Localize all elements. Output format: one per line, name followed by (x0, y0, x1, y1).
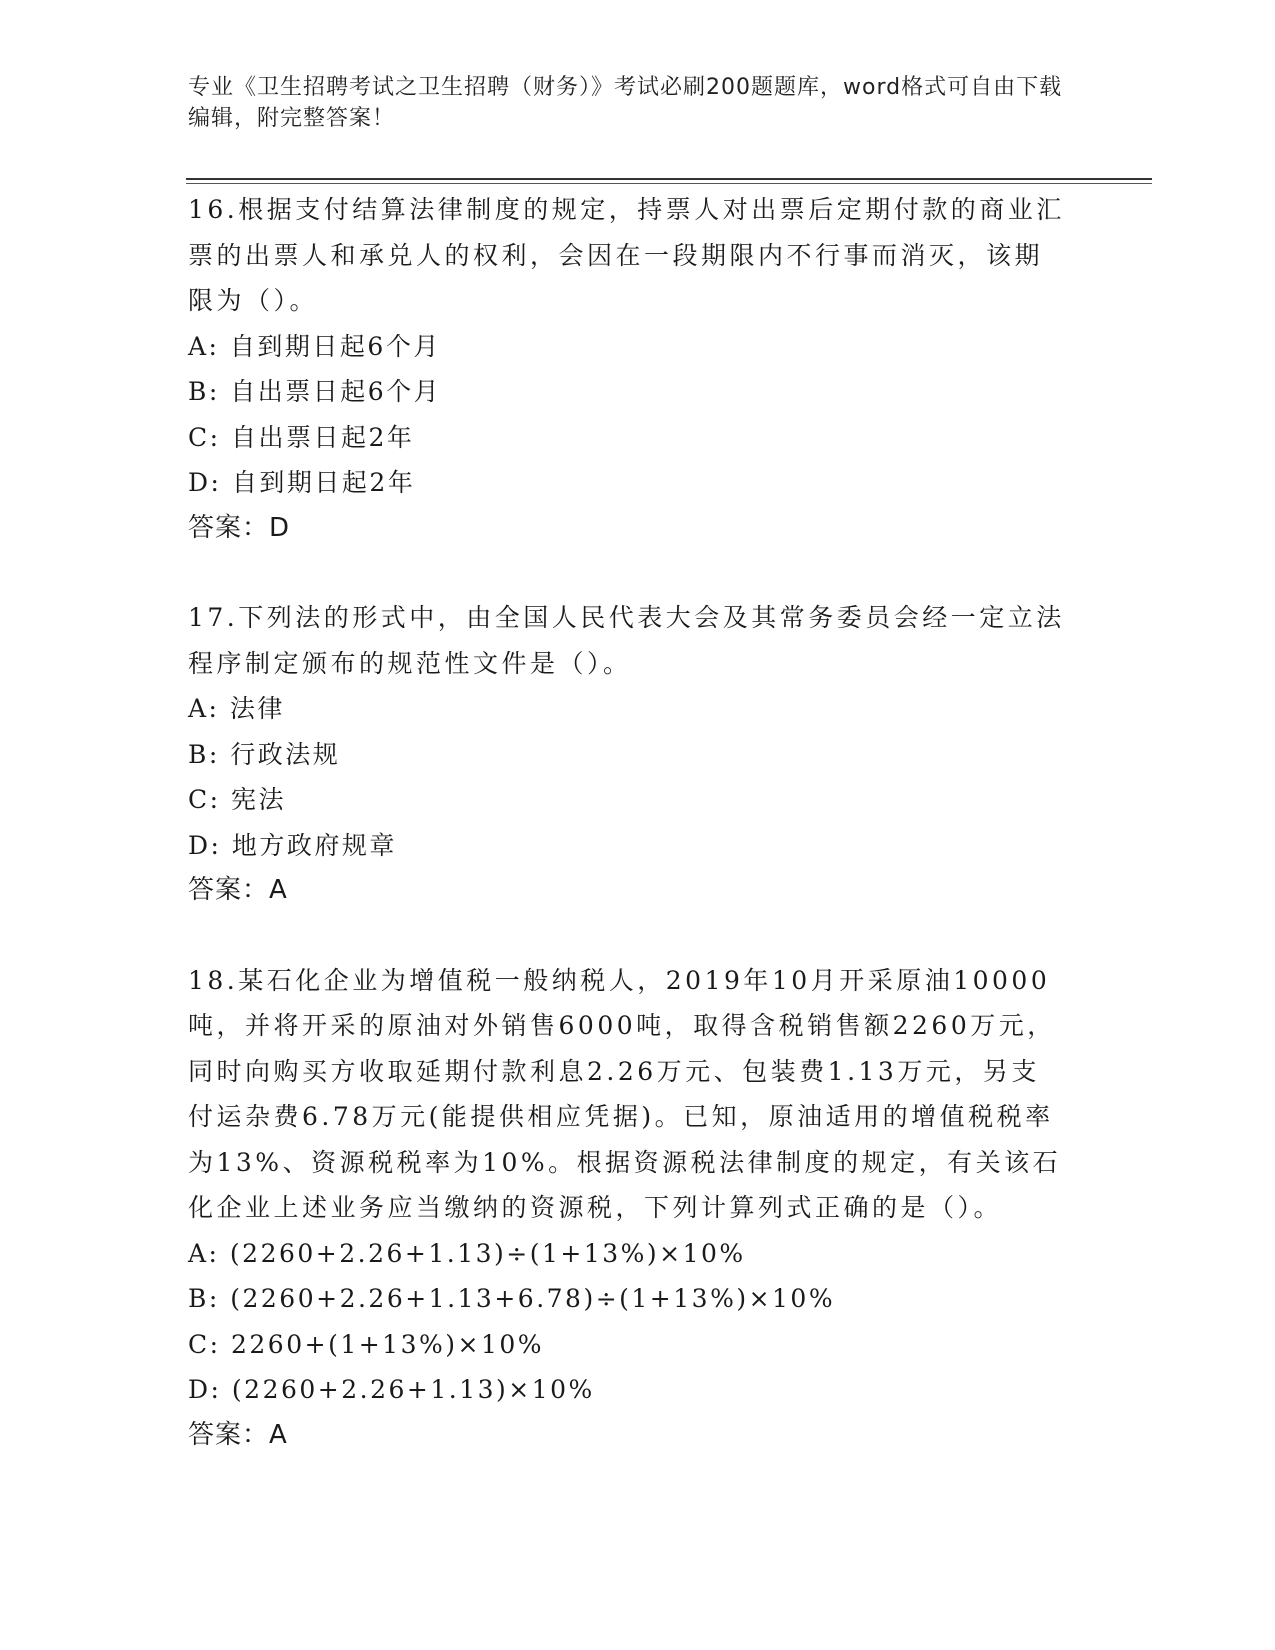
document-header: 专业《卫生招聘考试之卫生招聘（财务）》考试必刷200题题库，word格式可自由下载编辑，附完整答案！ (188, 75, 1063, 131)
option-d: D: (2260+2.26+1.13)×10% (188, 1375, 595, 1404)
answer-line: 答案：D (188, 512, 291, 543)
question-list (188, 187, 1068, 1458)
header-divider-thick (186, 178, 1152, 180)
question-spacer (188, 551, 1068, 595)
question-18 (188, 958, 1068, 1459)
option-c: C: 宪法 (188, 785, 286, 814)
option-d: D: 自到期日起2年 (188, 468, 416, 497)
question-17 (188, 595, 1068, 914)
option-c: C: 2260+(1+13%)×10% (188, 1329, 545, 1359)
question-spacer (188, 914, 1068, 958)
answer-line: 答案：A (188, 1419, 288, 1450)
option-c: C: 自出票日起2年 (188, 422, 415, 452)
question-16 (188, 187, 1068, 551)
option-b: B: 行政法规 (188, 739, 341, 769)
option-a: A: (2260+2.26+1.13)÷(1+13%)×10% (188, 1238, 746, 1268)
question-stem: 18.某石化企业为增值税一般纳税人，2019年10月开采原油10000吨，并将开采的原油对外销售6000吨，取得含税销售额2260万元，同时向购买方收取延期付款利息2.26万元、包装费1.13万元，另支付运杂费6.78万元(能提供相应凭据)。已知，原油适用的增值税税率为13%、资源税税率为10%。根据资源税法律制度的规定，有关该石化企业上述业务应当缴纳的资源税，下列计算列式正确的是（）。 (188, 965, 1062, 1222)
question-stem: 16.根据支付结算法律制度的规定，持票人对出票后定期付款的商业汇票的出票人和承兑人的权利，会因在一段期限内不行事而消灭，该期限为（）。 (188, 195, 1065, 315)
option-a: A: 自到期日起6个月 (188, 331, 441, 361)
option-b: B: 自出票日起6个月 (188, 377, 442, 406)
answer-line: 答案：A (188, 875, 288, 905)
header-divider-thin (186, 183, 1152, 184)
option-d: D: 地方政府规章 (188, 830, 397, 860)
option-b: B: (2260+2.26+1.13+6.78)÷(1+13%)×10% (188, 1284, 836, 1313)
question-stem: 17.下列法的形式中，由全国人民代表大会及其常务委员会经一定立法程序制定颁布的规范性文件是（）。 (188, 603, 1065, 678)
option-a: A: 法律 (188, 694, 285, 723)
